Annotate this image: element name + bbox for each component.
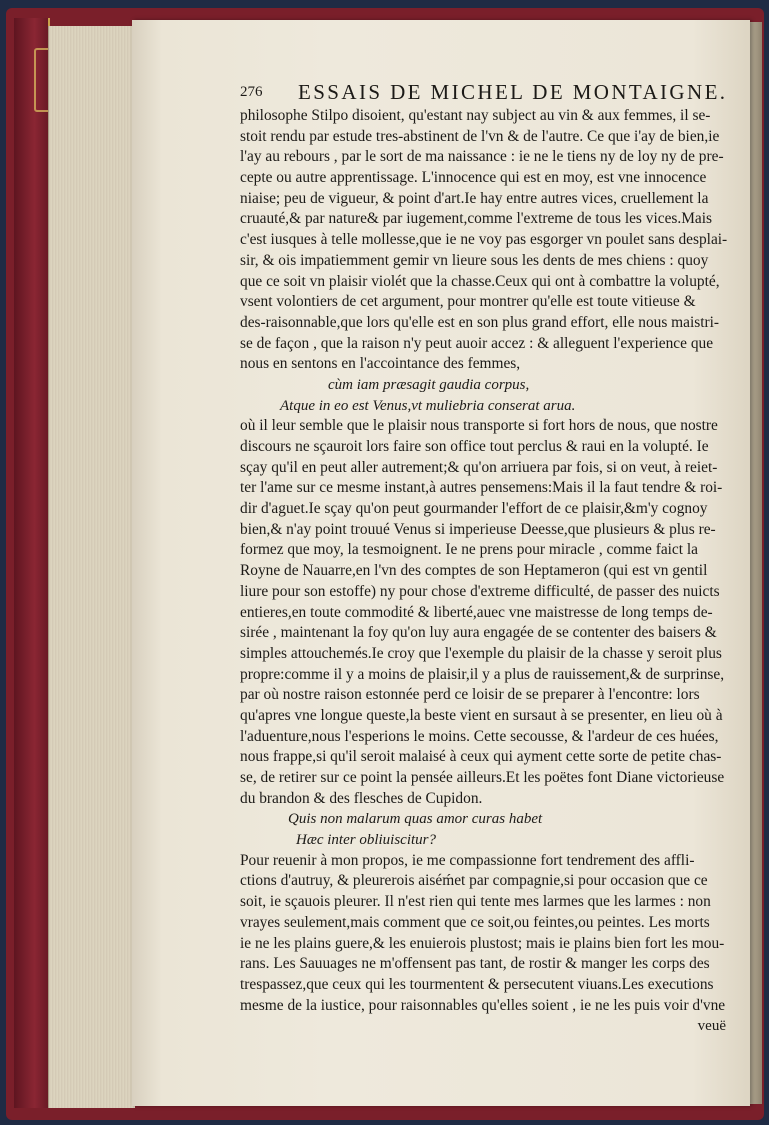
text-line: philosophe Stilpo disoient, qu'estant nay subject au vin & aux femmes, il se- [240, 107, 711, 124]
text-line: entieres,en toute commodité & liberté,auec vne maistresse de long temps de- [240, 603, 713, 621]
text-line: vsent volontiers de cet argument, pour montrer qu'elle est toute vitieuse & [240, 293, 696, 311]
text-line: l'ay au rebours , par le sort de ma naissance : ie ne le tiens ny de loy ny de pre- [240, 148, 724, 166]
text-line: trespassez,que ceux qui les tourmentent & persecutent viuans.Les executions [240, 975, 714, 993]
text-line: sirée , maintenant la foy qu'on luy aura engagée de se contenter des baisers & [240, 624, 717, 642]
page-right-edge [750, 22, 762, 1104]
text-line: qu'apres vne longue queste,la beste vient en sursaut à se presenter, en lieu où à [240, 706, 723, 724]
page-block-edges [48, 26, 135, 1108]
text-line: des-raisonnable,que lors qu'elle est en son plus grand effort, elle nous maistri- [240, 313, 720, 331]
text-block [240, 80, 730, 1037]
text-line: bien,& n'ay point trouué Venus si imperieuse Deesse,que plusieurs & plus re- [240, 520, 716, 538]
text-line: vrayes seulement,mais comment que ce soit,ou feintes,ou peintes. Les morts [240, 913, 710, 931]
text-line: stoit rendu par estude tres-abstinent de l'vn & de l'autre. Ce que i'ay de bien,ie [240, 127, 720, 145]
text-line: c'est iusques à telle mollesse,que ie ne voy pas esgorger vn poulet sans desplai- [240, 231, 728, 249]
paragraph-b [240, 416, 730, 809]
text-line: l'aduenture,nous l'esperions le moins. Cette secousse, & l'ardeur de ces huées, [240, 727, 719, 745]
text-line: soit, ie sçauois pleurer. Il n'est rien qui tente mes larmes que les larmes : non [240, 893, 711, 911]
text-line: sçay qu'il en peut aller autrement;& qu'on arriuera par fois, si on veut, à reiet- [240, 458, 718, 476]
text-line: cepte ou autre apprentissage. L'innocence qui est en moy, est vne innocence [240, 169, 707, 187]
text-line: ctions d'autruy, & pleurerois aiséḿet par compagnie,si pour occasion que ce [240, 872, 708, 890]
text-line: ter l'ame sur ce mesme instant,à autres pensemens:Mais il la faut tendre & roi- [240, 479, 723, 497]
page-number: 276 [240, 84, 263, 100]
text-line: mesme de la iustice, pour raisonnables qu'elles soient , ie ne les puis voir d'vne [240, 996, 726, 1014]
running-head-title: ESSAIS DE MICHEL DE MONTAIGNE. [298, 80, 728, 104]
text-line: Royne de Nauarre,en l'vn des comptes de son Heptameron (qui est vn gentil [240, 562, 708, 580]
text-line: sir, & ois impatiemment gemir vn lieure sous les dents de mes chiens : quoy [240, 251, 709, 269]
text-line: liure pour son estoffe) ny pour chose d'extreme difficulté, de passer des nuicts [240, 582, 720, 600]
text-line: rans. Les Sauuages ne m'offensent pas tant, de rostir & manger les corps des [240, 955, 710, 973]
text-line: nous frappe,si qu'il seroit malaisé à ceux qui ayment cette sorte de petite chas- [240, 748, 722, 766]
text-line: du brandon & des flesches de Cupidon. [240, 789, 483, 807]
text-line: se, de retirer sur ce point la pensée ailleurs.Et les poëtes font Diane victorieuse [240, 769, 725, 786]
text-line: se de façon , que la raison n'y peut auoir accez : & alleguent l'experience que [240, 334, 714, 352]
text-line: Pour reuenir à mon propos, ie me compassionne fort tendrement des affli- [240, 851, 695, 869]
text-line: dir d'aguet.Ie sçay qu'on peut gourmander l'effort de ce plaisir,&m'y cognoy [240, 500, 708, 518]
text-line: ie ne les plains guere,& les enuierois plustost; mais ie plains bien fort les mou- [240, 934, 725, 952]
text-line: niaise; peu de vigueur, & point d'art.Ie hay entre autres vices, cruellement la [240, 189, 709, 207]
text-line: par où nostre raison estonnée perd ce loisir de se preparer à l'encontre: lors [240, 686, 700, 704]
text-line: cruauté,& par nature& par iugement,comme l'extreme de tous les vices.Mais [240, 210, 713, 228]
paragraph-a [240, 106, 730, 375]
text-line: nous en sentons en l'accointance des femmes, [240, 355, 521, 373]
verse-line: Atque in eo est Venus,vt muliebria conserat arua. [280, 397, 576, 414]
paragraph-c [240, 851, 730, 1017]
text-line: propre:comme il y a moins de plaisir,il y a plus de rauissement,& de surprinse, [240, 665, 725, 683]
verse-line: cùm iam præsagit gaudia corpus, [328, 376, 530, 393]
book-page [132, 20, 750, 1106]
text-line: formez que moy, la tesmoignent. Ie ne prens pour miracle , comme faict la [240, 541, 698, 559]
verse-line: Hæc inter obliuiscitur? [296, 832, 436, 849]
verse-line: Quis non malarum quas amor curas habet [288, 811, 543, 828]
catchword: veuë [697, 1018, 726, 1035]
text-line: simples attouchemés.Ie croy que l'exemple du plaisir de la chasse y seroit plus [240, 644, 722, 662]
text-line: où il leur semble que le plaisir nous transporte si fort hors de nous, que nostre [240, 417, 718, 435]
running-head [240, 80, 730, 106]
text-line: discours ne sçauroit lors faire son office tout perclus & raui en la volupté. Ie [240, 438, 709, 455]
text-line: que ce soit vn plaisir violét que la chasse.Ceux qui ont à combattre la volupté, [240, 272, 720, 290]
cover-spine-edge [14, 18, 50, 1108]
